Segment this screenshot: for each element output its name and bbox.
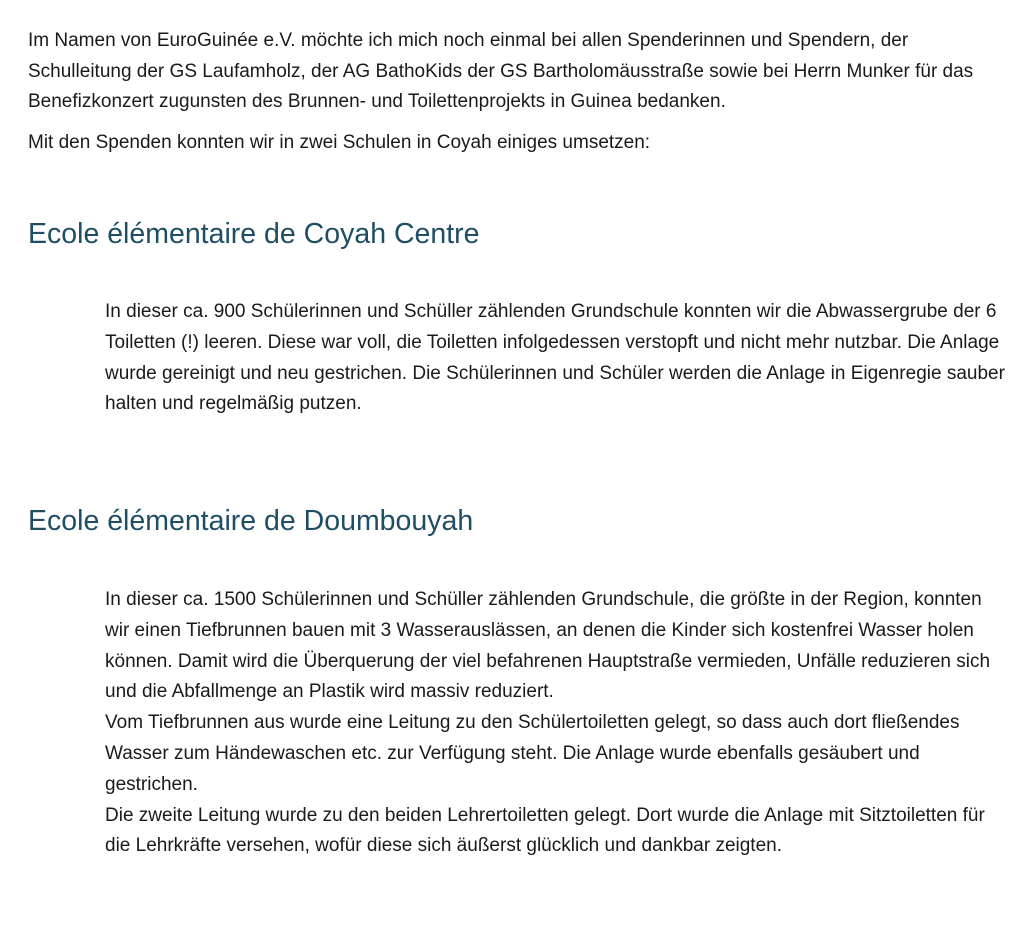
section-heading-coyah: Ecole élémentaire de Coyah Centre (28, 218, 480, 250)
intro-summary: Mit den Spenden konnten wir in zwei Schulen in Coyah einiges umsetzen: (28, 131, 651, 153)
document-page (28, 26, 1008, 857)
section-body-doumbouyah (105, 585, 1005, 862)
section-heading-doumbouyah: Ecole élémentaire de Doumbouyah (28, 505, 474, 537)
section-paragraph: In dieser ca. 1500 Schülerinnen und Schüller zählenden Grundschule, die größte in der Region, konnten wir einen Tiefbrunnen bauen mit 3 Wasserauslässen, an denen die Kinder sich kostenfrei Wasser holen können. Damit wird die Überquerung der viel befahrenen Hauptstraße vermieden, Unfälle reduzieren sich und die Abfallmenge an Plastik wird massiv reduziert. (105, 589, 991, 703)
section-paragraph: Vom Tiefbrunnen aus wurde eine Leitung zu den Schülertoiletten gelegt, so dass auch dort fließendes Wasser zum Händewaschen etc. zur Verfügung steht. Die Anlage wurde ebenfalls gesäubert und gestrichen. (105, 712, 960, 795)
section-body-coyah (105, 297, 1005, 420)
section-paragraph: Die zweite Leitung wurde zu den beiden Lehrertoiletten gelegt. Dort wurde die Anlage mit Sitztoiletten für die Lehrkräfte versehen, wofür diese sich äußerst glücklich und dankbar zeigten. (105, 804, 985, 857)
intro-paragraph: Im Namen von EuroGuinée e.V. möchte ich mich noch einmal bei allen Spenderinnen und Spendern, der Schulleitung der GS Laufamholz, der AG BathoKids der GS Bartholomäusstraße sowie bei Herrn Munker für das Benefizkonzert zugunsten des Brunnen- und Toilettenprojekts in Guinea bedanken. (28, 30, 974, 112)
section-paragraph: In dieser ca. 900 Schülerinnen und Schüller zählenden Grundschule konnten wir die Abwassergrube der 6 Toiletten (!) leeren. Diese war voll, die Toiletten infolgedessen verstopft und nicht mehr nutzbar. Die Anlage wurde gereinigt und neu gestrichen. Die Schülerinnen und Schüler werden die Anlage in Eigenregie sauber halten und regelmäßig putzen. (105, 301, 1005, 415)
